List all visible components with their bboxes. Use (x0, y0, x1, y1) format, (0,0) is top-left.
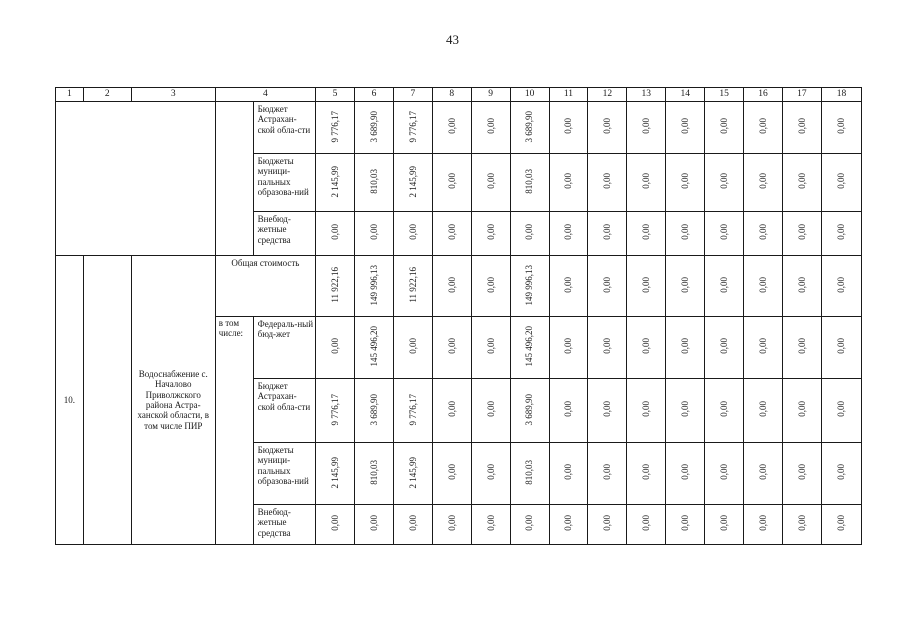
value-cell (782, 379, 821, 443)
value-cell (705, 505, 744, 545)
value-text: 0,00 (641, 515, 652, 532)
page-number: 43 (446, 32, 459, 47)
value-text: 0,00 (680, 276, 691, 293)
value-text: 0,00 (602, 464, 613, 481)
value-text: 0,00 (836, 224, 847, 241)
value-text: 0,00 (446, 276, 457, 293)
value-text: 3 689,90 (524, 393, 535, 426)
value-cell (510, 443, 549, 505)
value-text: 0,00 (563, 338, 574, 355)
value-text: 0,00 (446, 173, 457, 190)
header-cell: 17 (782, 88, 821, 102)
value-cell (666, 102, 705, 154)
value-cell (744, 379, 783, 443)
value-cell (316, 154, 355, 212)
header-cell: 15 (705, 88, 744, 102)
value-text: 0,00 (757, 118, 768, 135)
value-cell (355, 256, 394, 317)
header-cell: 2 (83, 88, 131, 102)
value-cell (744, 443, 783, 505)
value-text: 0,00 (563, 401, 574, 418)
value-text: 0,00 (446, 464, 457, 481)
value-cell (510, 154, 549, 212)
value-cell (666, 256, 705, 317)
value-text: 0,00 (680, 515, 691, 532)
source-label: Бюджет Астрахан-ской обла-сти (253, 102, 315, 154)
value-text: 0,00 (407, 224, 418, 241)
value-text: 0,00 (563, 173, 574, 190)
value-text: 0,00 (718, 464, 729, 481)
value-cell (705, 256, 744, 317)
value-cell (432, 317, 471, 379)
source-label: Бюджеты муници-пальных образова-ний (253, 154, 315, 212)
value-text: 0,00 (718, 224, 729, 241)
header-cell: 3 (131, 88, 215, 102)
value-cell (666, 317, 705, 379)
value-cell (316, 505, 355, 545)
value-text: 0,00 (563, 276, 574, 293)
value-text: 0,00 (446, 401, 457, 418)
value-text: 149 996,13 (368, 264, 379, 306)
value-text: 0,00 (407, 338, 418, 355)
value-cell (666, 154, 705, 212)
value-cell (821, 212, 861, 256)
value-cell (549, 317, 588, 379)
value-cell (549, 102, 588, 154)
value-cell (588, 379, 627, 443)
value-cell (393, 443, 432, 505)
value-text: 0,00 (485, 276, 496, 293)
value-text: 0,00 (757, 464, 768, 481)
value-cell (588, 317, 627, 379)
value-text: 0,00 (836, 464, 847, 481)
value-cell (705, 379, 744, 443)
value-cell (549, 505, 588, 545)
empty-merged-cell (56, 102, 216, 256)
value-text: 3 689,90 (524, 110, 535, 143)
header-cell: 9 (471, 88, 510, 102)
value-text: 0,00 (836, 118, 847, 135)
value-text: 0,00 (836, 276, 847, 293)
value-cell (782, 443, 821, 505)
value-cell (744, 154, 783, 212)
value-cell (432, 379, 471, 443)
value-text: 11 922,16 (407, 266, 418, 303)
source-label: Федераль-ный бюд-жет (253, 317, 315, 379)
value-text: 9 776,17 (329, 393, 340, 426)
value-cell (471, 212, 510, 256)
value-text: 0,00 (641, 464, 652, 481)
value-text: 0,00 (641, 173, 652, 190)
header-cell: 14 (666, 88, 705, 102)
value-cell (432, 443, 471, 505)
value-text: 0,00 (718, 338, 729, 355)
value-cell (471, 379, 510, 443)
including-label: в том числе: (215, 317, 253, 545)
value-text: 0,00 (641, 224, 652, 241)
value-text: 0,00 (718, 173, 729, 190)
value-cell (821, 256, 861, 317)
value-text: 0,00 (796, 338, 807, 355)
value-text: 0,00 (836, 401, 847, 418)
value-text: 0,00 (641, 338, 652, 355)
value-cell (782, 102, 821, 154)
value-text: 9 776,17 (329, 110, 340, 143)
value-cell (821, 379, 861, 443)
value-cell (316, 102, 355, 154)
value-cell (393, 317, 432, 379)
value-text: 0,00 (836, 173, 847, 190)
value-cell (316, 379, 355, 443)
value-cell (510, 102, 549, 154)
value-text: 0,00 (602, 118, 613, 135)
value-cell (549, 212, 588, 256)
header-cell: 13 (627, 88, 666, 102)
value-cell (316, 443, 355, 505)
value-cell (393, 505, 432, 545)
value-cell (744, 102, 783, 154)
value-text: 0,00 (680, 224, 691, 241)
value-cell (549, 379, 588, 443)
value-cell (705, 443, 744, 505)
value-cell (316, 212, 355, 256)
table-row (56, 256, 862, 317)
value-text: 0,00 (485, 401, 496, 418)
value-text: 0,00 (602, 276, 613, 293)
value-cell (744, 256, 783, 317)
value-text: 0,00 (680, 173, 691, 190)
value-text: 149 996,13 (524, 264, 535, 306)
empty-cell (83, 256, 131, 545)
value-text: 2 145,99 (329, 165, 340, 198)
empty-cell (215, 102, 253, 256)
value-text: 0,00 (446, 338, 457, 355)
value-text: 0,00 (680, 464, 691, 481)
value-cell (744, 317, 783, 379)
header-row (56, 88, 862, 102)
value-text: 0,00 (641, 118, 652, 135)
header-cell: 12 (588, 88, 627, 102)
value-cell (821, 154, 861, 212)
value-text: 0,00 (796, 464, 807, 481)
value-cell (666, 443, 705, 505)
value-text: 9 776,17 (407, 393, 418, 426)
value-cell (782, 154, 821, 212)
source-label: Внебюд-жетные средства (253, 212, 315, 256)
value-cell (393, 212, 432, 256)
value-text: 145 496,20 (524, 326, 535, 367)
value-text: 0,00 (680, 118, 691, 135)
value-text: 0,00 (563, 118, 574, 135)
value-text: 0,00 (602, 224, 613, 241)
value-text: 0,00 (602, 401, 613, 418)
value-cell (471, 317, 510, 379)
value-text: 0,00 (602, 338, 613, 355)
header-cell: 8 (432, 88, 471, 102)
header-cell: 1 (56, 88, 84, 102)
header-cell: 18 (821, 88, 861, 102)
value-text: 0,00 (641, 401, 652, 418)
value-text: 0,00 (757, 401, 768, 418)
header-cell: 7 (393, 88, 432, 102)
value-text: 0,00 (602, 173, 613, 190)
value-text: 2 145,99 (407, 456, 418, 489)
value-text: 145 496,20 (368, 326, 379, 367)
value-text: 0,00 (757, 276, 768, 293)
budget-table (55, 87, 862, 545)
header-cell: 4 (215, 88, 315, 102)
value-text: 0,00 (796, 401, 807, 418)
value-text: 0,00 (446, 118, 457, 135)
value-text: 0,00 (368, 224, 379, 241)
value-text: 0,00 (836, 338, 847, 355)
value-cell (355, 212, 394, 256)
value-text: 0,00 (796, 224, 807, 241)
value-cell (588, 443, 627, 505)
value-cell (705, 154, 744, 212)
value-text: 0,00 (446, 224, 457, 241)
value-text: 0,00 (680, 401, 691, 418)
value-text: 0,00 (796, 118, 807, 135)
value-text: 0,00 (757, 515, 768, 532)
value-cell (355, 102, 394, 154)
header-cell: 6 (355, 88, 394, 102)
value-text: 0,00 (329, 338, 340, 355)
value-cell (705, 212, 744, 256)
value-cell (432, 256, 471, 317)
value-cell (627, 379, 666, 443)
value-cell (627, 212, 666, 256)
value-cell (705, 317, 744, 379)
value-text: 9 776,17 (407, 110, 418, 143)
value-cell (510, 505, 549, 545)
value-cell (471, 154, 510, 212)
value-cell (782, 256, 821, 317)
header-cell: 10 (510, 88, 549, 102)
value-cell (355, 154, 394, 212)
value-cell (393, 102, 432, 154)
value-text: 3 689,90 (368, 393, 379, 426)
value-text: 0,00 (602, 515, 613, 532)
value-text: 0,00 (680, 338, 691, 355)
value-text: 0,00 (796, 515, 807, 532)
value-text: 0,00 (563, 464, 574, 481)
value-text: 0,00 (757, 224, 768, 241)
value-text: 2 145,99 (407, 165, 418, 198)
header-cell: 16 (744, 88, 783, 102)
value-text: 0,00 (407, 515, 418, 532)
source-label: Внебюд-жетные средства (253, 505, 315, 545)
table-row (56, 102, 862, 154)
value-text: 0,00 (485, 338, 496, 355)
value-text: 2 145,99 (329, 456, 340, 489)
value-cell (782, 212, 821, 256)
value-cell (705, 102, 744, 154)
value-cell (549, 256, 588, 317)
value-cell (393, 256, 432, 317)
value-text: 0,00 (485, 118, 496, 135)
value-cell (510, 256, 549, 317)
value-text: 0,00 (485, 173, 496, 190)
value-cell (821, 317, 861, 379)
value-cell (782, 317, 821, 379)
value-cell (627, 102, 666, 154)
value-cell (588, 154, 627, 212)
value-cell (471, 102, 510, 154)
value-cell (510, 317, 549, 379)
value-text: 3 689,90 (368, 110, 379, 143)
value-text: 810,03 (368, 459, 379, 485)
source-label: Бюджеты муници-пальных образова-ний (253, 443, 315, 505)
value-cell (510, 212, 549, 256)
value-cell (821, 102, 861, 154)
value-text: 810,03 (524, 459, 535, 485)
value-text: 0,00 (524, 515, 535, 532)
value-text: 0,00 (718, 515, 729, 532)
value-cell (666, 505, 705, 545)
header-cell: 11 (549, 88, 588, 102)
value-cell (782, 505, 821, 545)
value-cell (744, 505, 783, 545)
value-cell (355, 379, 394, 443)
value-text: 0,00 (329, 515, 340, 532)
value-text: 0,00 (329, 224, 340, 241)
value-cell (355, 443, 394, 505)
value-text: 0,00 (563, 224, 574, 241)
value-cell (588, 212, 627, 256)
value-cell (627, 443, 666, 505)
value-text: 0,00 (485, 515, 496, 532)
value-cell (471, 256, 510, 317)
value-text: 0,00 (368, 515, 379, 532)
value-cell (432, 102, 471, 154)
value-text: 0,00 (757, 173, 768, 190)
value-cell (393, 154, 432, 212)
total-cost-label: Общая стоимость (215, 256, 315, 317)
value-cell (549, 443, 588, 505)
object-name: Водоснабжение с. Началово Приволжского района Астра-ханской области, в том числе ПИР (131, 256, 215, 545)
value-cell (627, 256, 666, 317)
header-cell: 5 (316, 88, 355, 102)
value-text: 0,00 (485, 224, 496, 241)
value-cell (355, 317, 394, 379)
value-text: 0,00 (524, 224, 535, 241)
value-cell (588, 102, 627, 154)
value-cell (393, 379, 432, 443)
value-cell (471, 443, 510, 505)
value-cell (821, 443, 861, 505)
value-cell (821, 505, 861, 545)
value-cell (666, 212, 705, 256)
value-text: 0,00 (563, 515, 574, 532)
value-text: 0,00 (796, 276, 807, 293)
value-text: 810,03 (368, 168, 379, 194)
value-cell (316, 317, 355, 379)
value-cell (666, 379, 705, 443)
value-text: 0,00 (718, 276, 729, 293)
item-number: 10. (56, 256, 84, 545)
value-text: 0,00 (796, 173, 807, 190)
value-text: 11 922,16 (329, 266, 340, 303)
value-cell (355, 505, 394, 545)
value-cell (432, 505, 471, 545)
value-cell (549, 154, 588, 212)
source-label: Бюджет Астрахан-ской обла-сти (253, 379, 315, 443)
value-text: 0,00 (718, 118, 729, 135)
value-cell (744, 212, 783, 256)
value-text: 0,00 (641, 276, 652, 293)
value-cell (432, 154, 471, 212)
value-cell (588, 256, 627, 317)
value-cell (627, 317, 666, 379)
value-text: 810,03 (524, 168, 535, 194)
value-cell (510, 379, 549, 443)
value-text: 0,00 (836, 515, 847, 532)
value-cell (316, 256, 355, 317)
value-text: 0,00 (446, 515, 457, 532)
value-cell (588, 505, 627, 545)
value-text: 0,00 (485, 464, 496, 481)
value-cell (627, 154, 666, 212)
value-cell (432, 212, 471, 256)
value-text: 0,00 (757, 338, 768, 355)
value-cell (471, 505, 510, 545)
value-text: 0,00 (718, 401, 729, 418)
value-cell (627, 505, 666, 545)
